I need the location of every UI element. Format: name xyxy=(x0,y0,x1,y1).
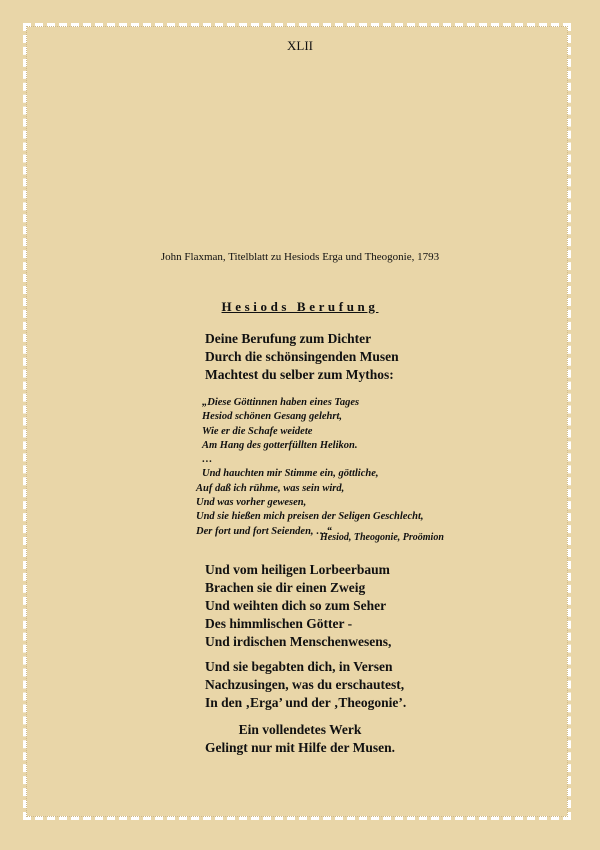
page-number: XLII xyxy=(287,38,313,53)
quote-line: Hesiod schönen Gesang gelehrt, xyxy=(202,411,343,423)
quote-line: Am Hang des gotterfüllten Helikon. xyxy=(202,439,358,451)
quote-line: Auf daß ich rühme, was sein wird, xyxy=(196,482,345,494)
stanza-line: Und weihten dich so zum Seher xyxy=(205,598,387,613)
image-caption: John Flaxman, Titelblatt zu Hesiods Erga und Theogonie, 1793 xyxy=(160,251,440,263)
stanza-3 xyxy=(205,658,406,712)
quote-line: Und was vorher gewesen, xyxy=(196,497,307,509)
stanza-line: Des himmlischen Götter - xyxy=(205,616,353,631)
stanza-line: Deine Berufung zum Dichter xyxy=(205,331,372,346)
stanza-line: Nachzusingen, was du erschautest, xyxy=(205,677,405,692)
quote-line: Und hauchten mir Stimme ein, göttliche, xyxy=(202,468,379,480)
quote-line: … xyxy=(202,454,213,466)
stanza-line: Durch die schönsingenden Musen xyxy=(205,349,399,364)
stanza-line: Und vom heiligen Lorbeerbaum xyxy=(205,562,390,577)
quote-line: Der fort und fort Seienden, …“ xyxy=(196,525,332,537)
stanza-line: In den ‚Erga’ und der ‚Theogonie’. xyxy=(205,695,407,710)
quote-source: Hesiod, Theogonie, Proömion xyxy=(320,532,444,543)
stanza-2 xyxy=(205,561,391,651)
stanza-line: Und irdischen Menschenwesens, xyxy=(205,634,392,649)
hesiod-quote xyxy=(196,396,444,543)
quote-line: Wie er die Schafe weidete xyxy=(202,425,313,437)
closing-line: Ein vollendetes Werk xyxy=(238,722,362,737)
closing-line: Gelingt nur mit Hilfe der Musen. xyxy=(205,740,395,755)
stanza-line: Und sie begabten dich, in Versen xyxy=(205,659,393,674)
stanza-1 xyxy=(205,330,399,384)
quote-line: „Diese Göttinnen haben eines Tages xyxy=(202,397,360,408)
closing-couplet xyxy=(0,721,600,757)
stanza-line: Brachen sie dir einen Zweig xyxy=(205,580,366,595)
quote-line: Und sie hießen mich preisen der Seligen Geschlecht, xyxy=(196,511,424,523)
stanza-line: Machtest du selber zum Mythos: xyxy=(205,367,394,382)
poem-title: Hesiods Berufung xyxy=(221,299,379,314)
